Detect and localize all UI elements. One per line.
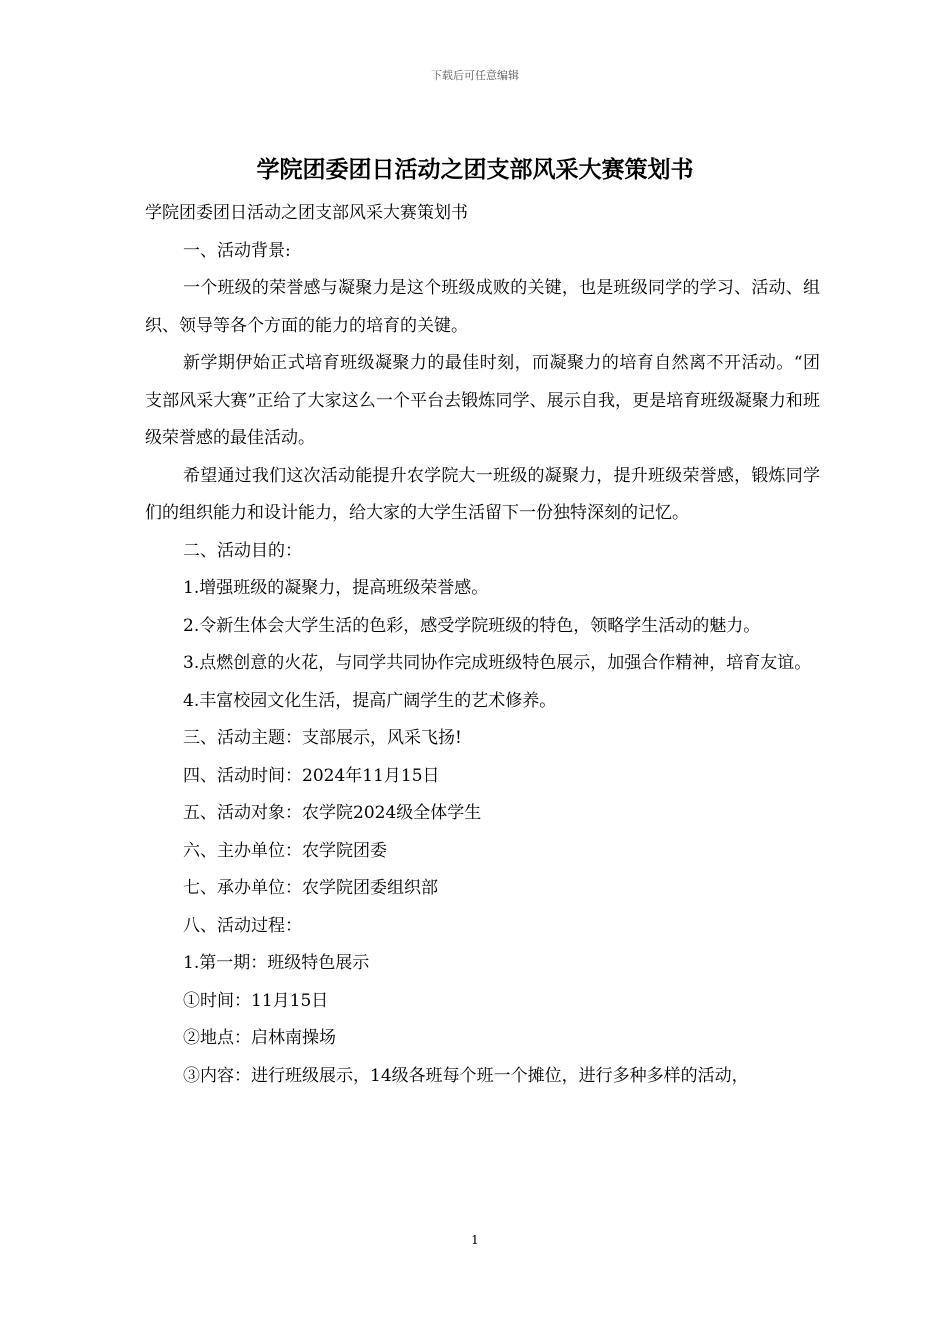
paragraph: 3.点燃创意的火花，与同学共同协作完成班级特色展示，加强合作精神，培育友谊。 [183, 653, 812, 673]
document-body [145, 195, 820, 1095]
paragraph: 六、主办单位：农学院团委 [183, 840, 387, 861]
paragraph: 五、活动对象：农学院2024级全体学生 [183, 803, 482, 823]
paragraph: ③内容：进行班级展示，14级各班每个班一个摊位，进行多种多样的活动， [183, 1065, 749, 1086]
paragraph: 三、活动主题：支部展示，风采飞扬! [183, 728, 462, 748]
paragraph: 1.增强班级的凝聚力，提高班级荣誉感。 [183, 578, 489, 598]
paragraph: 2.令新生体会大学生活的色彩，感受学院班级的特色，领略学生活动的魅力。 [183, 615, 761, 636]
document-title: 学院团委团日活动之团支部风采大赛策划书 [256, 156, 694, 183]
paragraph: 1.第一期：班级特色展示 [183, 953, 370, 973]
paragraph: 一、活动背景: [183, 240, 291, 261]
paragraph: 八、活动过程： [183, 915, 302, 936]
paragraph: 希望通过我们这次活动能提升农学院大一班级的凝聚力，提升班级荣誉感，锻炼同学们的组织能力和设计能力，给大家的大学生活留下一份独特深刻的记忆。 [145, 465, 820, 523]
paragraph: 二、活动目的： [183, 540, 302, 561]
paragraph: 4.丰富校园文化生活，提高广阔学生的艺术修养。 [183, 690, 557, 711]
paragraph: 四、活动时间：2024年11月15日 [183, 765, 440, 786]
page-number: 1 [471, 1233, 479, 1247]
paragraph: 七、承办单位：农学院团委组织部 [183, 878, 438, 898]
header-note: 下载后可任意编辑 [431, 69, 519, 82]
paragraph: 一个班级的荣誉感与凝聚力是这个班级成败的关键，也是班级同学的学习、活动、组织、领导等各个方面的能力的培育的关键。 [145, 278, 820, 336]
paragraph: 学院团委团日活动之团支部风采大赛策划书 [145, 203, 468, 223]
paragraph: 新学期伊始正式培育班级凝聚力的最佳时刻，而凝聚力的培育自然离不开活动。“团支部风采大赛”正给了大家这么一个平台去锻炼同学、展示自我，更是培育班级凝聚力和班级荣誉感的最佳活动。 [145, 353, 820, 448]
paragraph: ②地点：启林南操场 [183, 1028, 336, 1048]
paragraph: ①时间：11月15日 [183, 990, 329, 1011]
